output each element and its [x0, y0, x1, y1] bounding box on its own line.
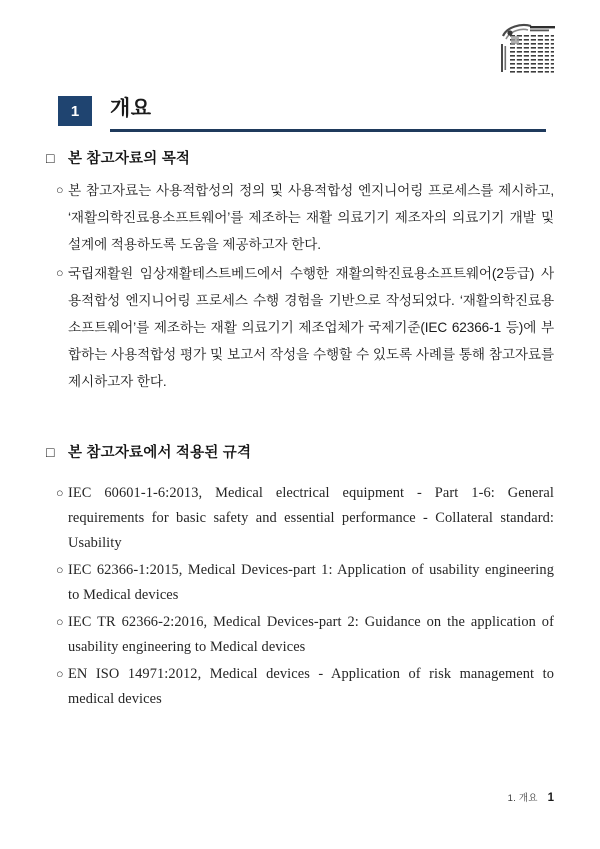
list-item-text: IEC TR 62366-2:2016, Medical Devices-part 2: Guidance on the application of usability engineering to Medical devices: [68, 614, 554, 656]
page-title: 개요: [110, 97, 152, 120]
list-item: [46, 558, 554, 608]
standards-list: [46, 481, 554, 712]
circle-bullet-icon: ○: [56, 183, 64, 198]
block-heading-label: 본 참고자료에서 적용된 규격: [68, 445, 252, 462]
circle-bullet-icon: ○: [56, 486, 64, 501]
circle-bullet-icon: ○: [56, 563, 64, 578]
section-number-badge: 1: [58, 96, 92, 126]
list-item-text: 국립재활원 임상재활테스트베드에서 수행한 재활의학진료용소프트웨어(2등급) 사용적합성 엔지니어링 프로세스 수행 경험을 기반으로 작성되었다. ‘재활의학진료용소프트웨어’를 제조하는 재활 의료기기 제조업체가 국제기준(IEC 62366-1 등)에 부합하는 사용적합성 평가 및 보고서 작성을 수행할 수 있도록 사례를 통해 참고자료를 제시하고자 한다.: [68, 266, 554, 390]
circle-bullet-icon: ○: [56, 266, 64, 281]
square-bullet-icon: □: [46, 150, 55, 166]
section-purpose: [46, 150, 554, 395]
list-item: [46, 177, 554, 258]
circle-bullet-icon: ○: [56, 667, 64, 682]
section-header: [58, 96, 546, 138]
list-item-text: EN ISO 14971:2012, Medical devices - Application of risk management to medical devices: [68, 666, 554, 708]
list-item: [46, 260, 554, 395]
page-footer: [46, 790, 554, 804]
purpose-list: [46, 177, 554, 395]
section-standards: [46, 444, 554, 712]
square-bullet-icon: □: [46, 444, 55, 461]
list-item: [46, 610, 554, 660]
footer-section-label: 1. 개요: [507, 793, 538, 804]
heading-spacer: [46, 471, 554, 481]
page-number: 1: [547, 792, 554, 804]
circle-bullet-icon: ○: [56, 615, 64, 630]
list-item: [46, 662, 554, 712]
document-body: [46, 150, 554, 714]
national-rehabilitation-center-logo-icon: [497, 20, 559, 82]
list-item-text: IEC 62366-1:2015, Medical Devices-part 1: Application of usability engineering to Medical devices: [68, 562, 554, 604]
block-heading-label: 본 참고자료의 목적: [68, 151, 191, 167]
section-spacer: [46, 397, 554, 444]
list-item-text: IEC 60601-1-6:2013, Medical electrical equipment - Part 1-6: General requirements for basic safety and essential performance - Collateral standard: Usability: [68, 485, 554, 552]
block-heading-purpose: [46, 150, 554, 168]
list-item-text: 본 참고자료는 사용적합성의 정의 및 사용적합성 엔지니어링 프로세스를 제시하고, ‘재활의학진료용소프트웨어’를 제조하는 재활 의료기기 제조자의 의료기기 개발 및 설계에 적용하도록 도움을 제공하고자 한다.: [68, 183, 554, 253]
block-heading-standards: [46, 444, 554, 462]
list-item: [46, 481, 554, 556]
header-rule: [110, 129, 546, 132]
